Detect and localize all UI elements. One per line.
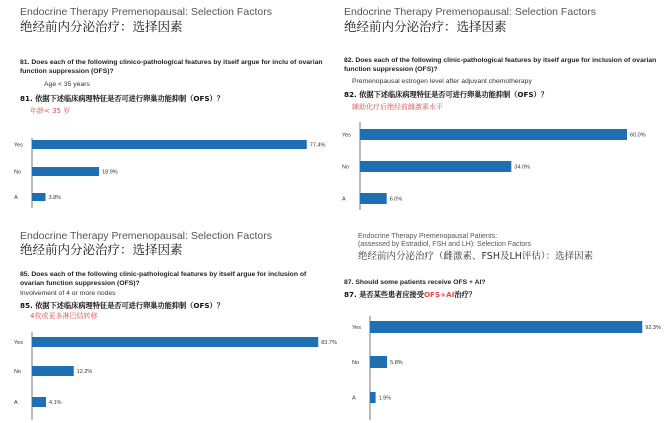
data-label: 4.1%: [49, 400, 62, 406]
data-label: 18.9%: [102, 169, 118, 176]
condition-cn: 4枚或更多淋巴结转移: [30, 312, 98, 320]
category-label: No: [14, 369, 22, 375]
data-label: 5.8%: [390, 360, 403, 366]
data-label: 6.0%: [389, 196, 403, 203]
condition-en: Involvement of 4 or more nodes: [20, 290, 116, 297]
question-cn: 82. 依据下述临床病理特征是否可进行卵巢功能抑制（OFS）？: [344, 90, 548, 99]
bar-yes: [360, 129, 627, 140]
bar-a: [360, 193, 387, 204]
question-cn: 85. 依据下述临床病理特征是否可进行卵巢功能抑制（OFS）？: [20, 301, 224, 310]
data-label: 83.7%: [321, 340, 337, 346]
bar-a: [32, 193, 45, 201]
panel-81: [4, 2, 331, 207]
panel-header-line2: (assessed by Estradiol, FSH and LH): Selection Factors: [358, 241, 532, 248]
question-cn-highlight: OFS+AI: [423, 290, 455, 299]
bar-chart-87: [340, 314, 667, 422]
data-label: 60.0%: [630, 132, 646, 139]
condition-cn: 辅助化疗后绝经前雌激素水平: [352, 103, 443, 111]
condition-cn: 年龄< 35 岁: [30, 107, 71, 115]
category-label: A: [352, 395, 356, 402]
category-label: No: [14, 169, 22, 176]
data-label: 12.2%: [76, 369, 93, 375]
bar-yes: [32, 337, 318, 347]
condition-en: Age < 35 years: [44, 81, 90, 88]
bar-chart-85: [4, 330, 337, 422]
question-cn: 81. 依据下述临床病理特征是否可进行卵巢功能抑制（OFS）？: [20, 94, 224, 103]
panel-header: Endocrine Therapy Premenopausal: Selection Factors: [20, 230, 272, 242]
category-label: No: [342, 164, 350, 171]
panel-82: [340, 2, 667, 207]
question-en: 85. Does each of the following clinic-pathological features by itself argue for inclusion of ovarian function suppression (OFS)?: [20, 271, 307, 287]
bar-no: [32, 167, 99, 176]
condition-en: Premenopausal estrogen level after adjuvant chemotherapy: [352, 78, 532, 85]
panel-87: [340, 216, 667, 421]
data-label: 77.4%: [309, 142, 326, 149]
question-cn-post: 治疗？: [454, 290, 476, 299]
bar-chart-82: [340, 120, 667, 212]
data-label: 3.8%: [48, 195, 62, 201]
bar-a: [32, 397, 46, 407]
category-label: A: [342, 196, 346, 203]
panel-header-cn: 绝经前内分泌治疗（雌激素、FSH及LH评估）：选择因素: [358, 251, 594, 262]
bar-no: [32, 366, 74, 376]
category-label: A: [14, 195, 18, 201]
bar-no: [370, 356, 387, 368]
category-label: A: [14, 400, 18, 406]
category-label: Yes: [14, 142, 23, 149]
question-en: 82. Does each of the following clinic-pathological features by itself argue for inclusion of ovarian function suppression (OFS)?: [344, 57, 657, 73]
question-cn: [344, 289, 476, 300]
category-label: No: [352, 360, 360, 366]
bar-yes: [370, 321, 642, 333]
panel-header: Endocrine Therapy Premenopausal: Selection Factors: [344, 6, 596, 18]
panel-header-cn: 绝经前内分泌治疗：选择因素: [20, 19, 183, 34]
panel-header: Endocrine Therapy Premenopausal: Selection Factors: [20, 6, 272, 18]
question-cn-pre: 87. 是否某些患者应接受: [344, 290, 424, 299]
data-label: 34.0%: [514, 164, 530, 171]
bar-no: [360, 161, 511, 172]
panel-header: Endocrine Therapy Premenopausal Patients:: [358, 233, 498, 240]
panel-header-cn: 绝经前内分泌治疗：选择因素: [20, 242, 183, 257]
bar-a: [370, 392, 376, 403]
category-label: Yes: [352, 325, 361, 331]
panel-header-cn: 绝经前内分泌治疗：选择因素: [344, 19, 507, 34]
panel-85: [4, 216, 337, 421]
question-en: 81. Does each of the following clinico-pathological features by itself argue for inclu of ovarian function suppression (OFS)?: [20, 59, 323, 75]
category-label: Yes: [14, 340, 23, 346]
question-en: 87. Should some patients receive OFS + AI?: [344, 279, 486, 286]
data-label: 92.3%: [645, 325, 661, 331]
data-label: 1.9%: [378, 395, 392, 402]
bar-chart-81: [4, 130, 331, 210]
bar-yes: [32, 140, 307, 149]
category-label: Yes: [342, 132, 351, 139]
